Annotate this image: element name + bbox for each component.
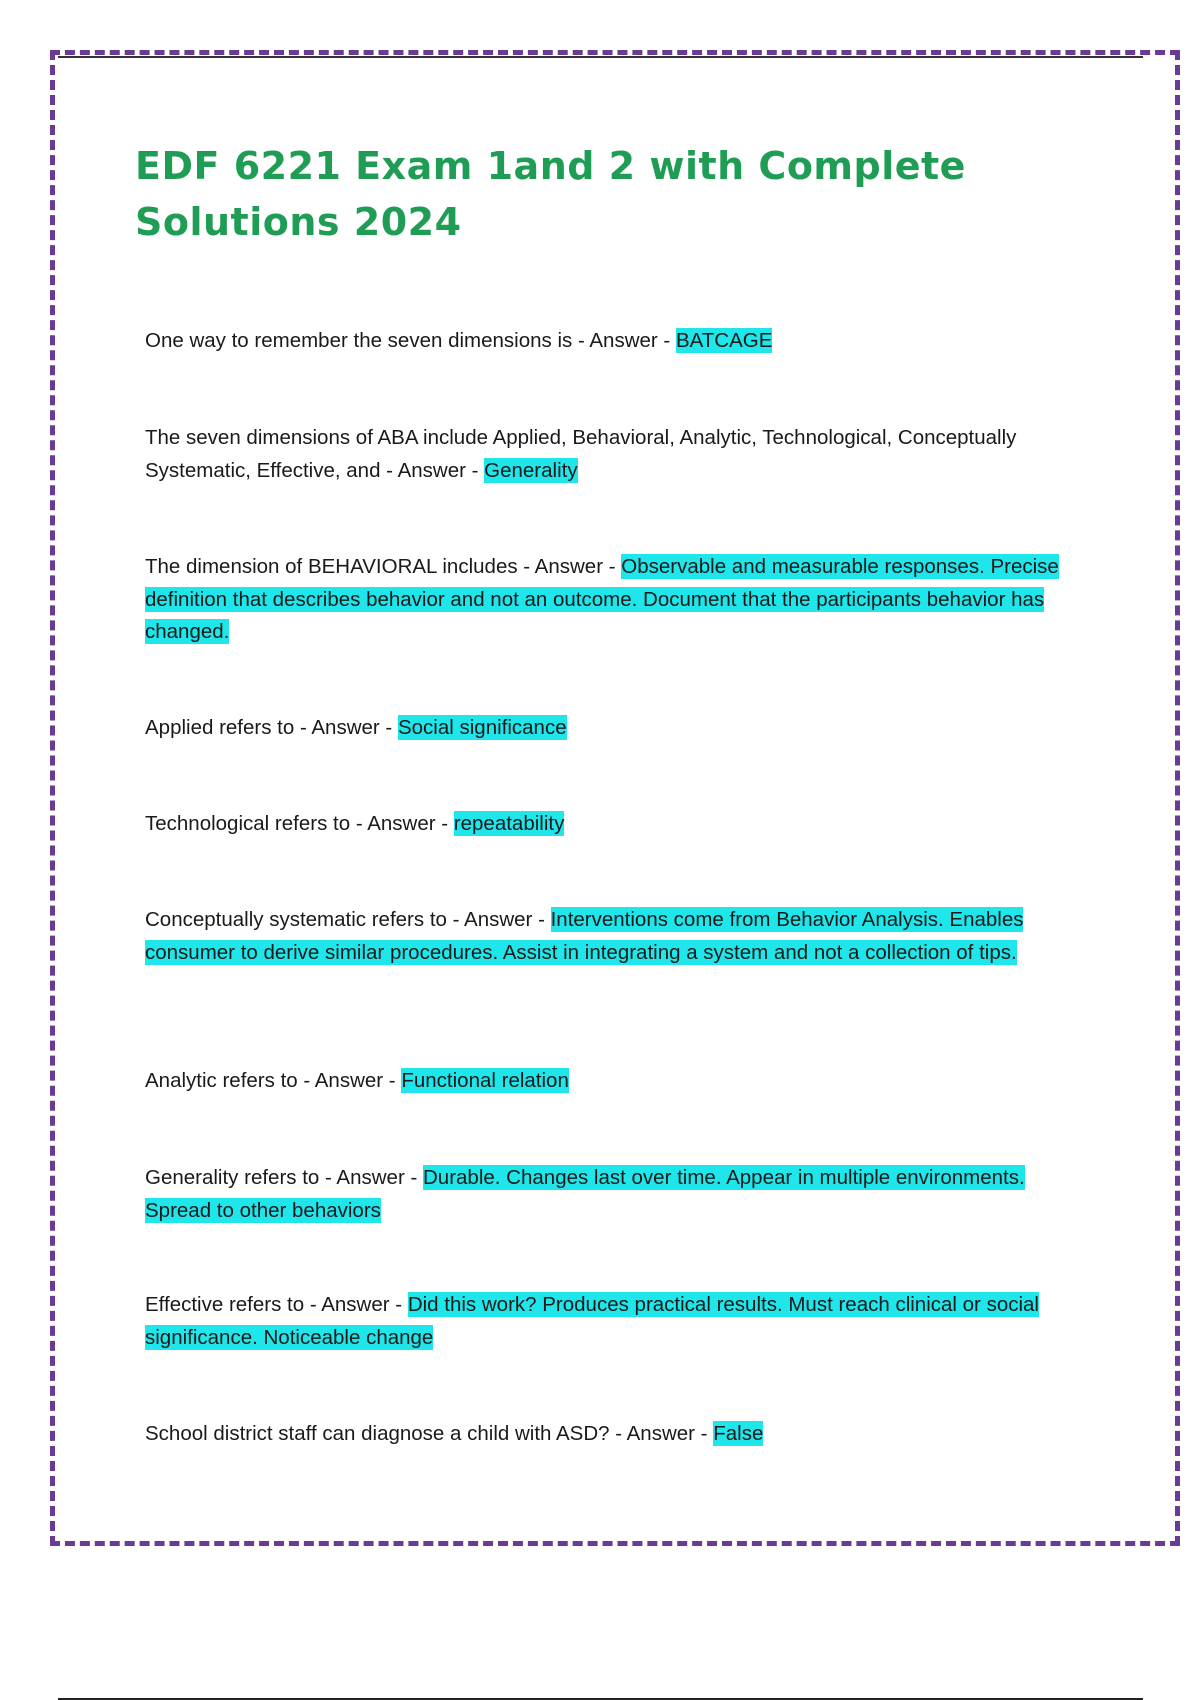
answer-separator: - Answer - xyxy=(446,908,551,931)
document-title: EDF 6221 Exam 1and 2 with Complete Solutions 2024 xyxy=(135,144,966,244)
answer-highlight: Social significance xyxy=(397,716,567,739)
qa-item xyxy=(145,422,1090,487)
answer-highlight: repeatability xyxy=(453,812,565,835)
qa-item xyxy=(145,551,1090,649)
qa-item xyxy=(145,1289,1090,1354)
qa-item xyxy=(145,1065,1090,1098)
answer-separator: - Answer - xyxy=(380,458,485,482)
qa-item xyxy=(145,808,1090,841)
answer-highlight: Observable and measurable responses. Precise definition that describes behavior and not an outcome. Document that the participants behavior has changed. xyxy=(145,555,1059,643)
answer-highlight: False xyxy=(713,1422,764,1445)
answer-separator: - Answer - xyxy=(304,1293,408,1316)
qa-item xyxy=(145,904,1090,969)
qa-item xyxy=(145,1418,1090,1451)
answer-highlight: Durable. Changes last over time. Appear in multiple environments. Spread to other behaviors xyxy=(145,1166,1025,1222)
answer-highlight: Interventions come from Behavior Analysis. Enables consumer to derive similar procedures. Assist in integrating a system and not a collection of tips. xyxy=(145,908,1024,964)
top-rule xyxy=(58,56,1143,58)
question-text: School district staff can diagnose a child with ASD? xyxy=(145,1422,610,1445)
qa-item xyxy=(145,1162,1090,1227)
qa-item xyxy=(145,712,1090,745)
question-text: Generality refers to xyxy=(145,1166,320,1189)
answer-separator: - Answer - xyxy=(294,716,398,739)
question-text: Effective refers to xyxy=(145,1293,305,1316)
question-text: The seven dimensions of ABA include Applied, Behavioral, Analytic, Technological, Conceptually Systematic, Effective, and xyxy=(145,426,1017,482)
answer-separator: - Answer - xyxy=(297,1069,402,1092)
answer-highlight: Did this work? Produces practical results. Must reach clinical or social significance. Noticeable change xyxy=(145,1293,1039,1349)
answer-separator: - Answer - xyxy=(350,812,454,835)
answer-highlight: Functional relation xyxy=(401,1069,569,1092)
answer-separator: - Answer - xyxy=(517,555,622,578)
qa-item xyxy=(145,325,1090,358)
question-text: One way to remember the seven dimensions is xyxy=(145,329,573,352)
answer-highlight: Generality xyxy=(484,458,578,482)
question-text: Analytic refers to xyxy=(145,1069,298,1092)
answer-separator: - Answer - xyxy=(319,1166,423,1189)
answer-highlight: BATCAGE xyxy=(675,329,773,352)
question-text: Conceptually systematic refers to xyxy=(145,908,447,931)
question-text: Technological refers to xyxy=(145,812,351,835)
answer-separator: - Answer - xyxy=(609,1422,714,1445)
question-text: The dimension of BEHAVIORAL includes xyxy=(145,555,518,578)
answer-separator: - Answer - xyxy=(572,329,676,352)
question-text: Applied refers to xyxy=(145,716,295,739)
